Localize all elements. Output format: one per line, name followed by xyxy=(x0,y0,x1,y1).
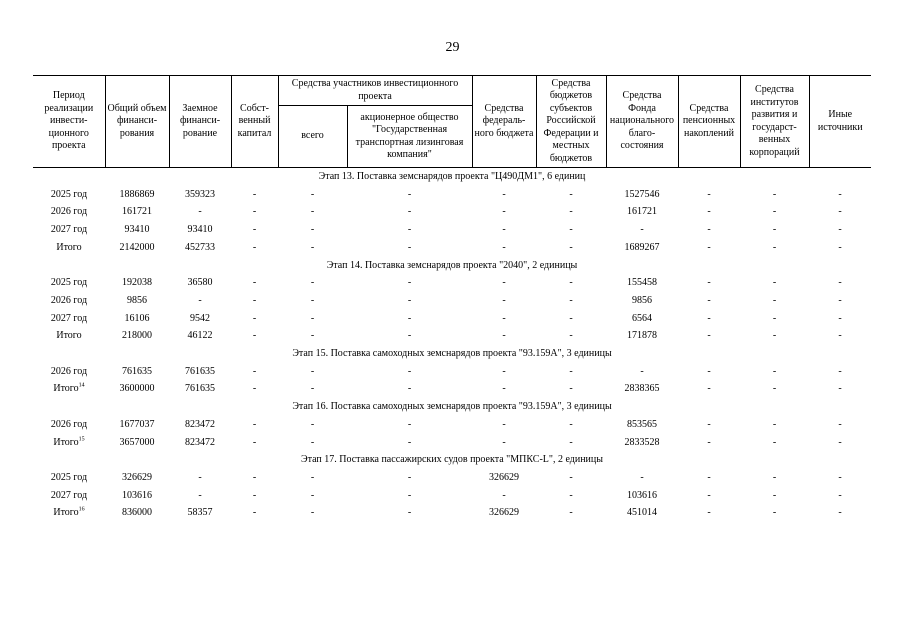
cell-period xyxy=(33,186,105,204)
cell-value: - xyxy=(838,277,842,289)
cell-value: - xyxy=(407,365,412,377)
header-participants-all: всего xyxy=(278,106,347,168)
table-row xyxy=(33,292,871,310)
cell-value: 1527546 xyxy=(624,188,660,200)
table-row xyxy=(33,434,871,452)
stage-title: Этап 15. Поставка самоходных земснарядов проекта "93.159А", 3 единицы xyxy=(292,348,612,360)
cell-value: - xyxy=(310,277,315,289)
cell-value: - xyxy=(838,507,842,519)
cell-value: - xyxy=(502,418,506,430)
period-label: Итого xyxy=(56,330,82,342)
header-pension: Средства пенсионных накоплений xyxy=(678,76,740,168)
cell-value: 161721 xyxy=(122,206,152,218)
cell-value: - xyxy=(252,471,257,483)
cell-value: - xyxy=(772,471,777,483)
cell-value: - xyxy=(502,436,506,448)
cell-value: - xyxy=(252,277,257,289)
header-other: Иные источники xyxy=(809,76,871,168)
cell-value: - xyxy=(772,489,777,501)
cell-value: - xyxy=(502,489,506,501)
cell-value: - xyxy=(569,241,573,253)
cell-value: - xyxy=(772,188,777,200)
cell-value: - xyxy=(838,436,842,448)
cell-value: - xyxy=(569,206,573,218)
cell-value: - xyxy=(569,277,573,289)
cell-value: 823472 xyxy=(185,418,215,430)
cell-value: - xyxy=(407,224,412,236)
cell-period xyxy=(33,221,105,239)
period-label: Итого xyxy=(53,507,79,519)
cell-value: - xyxy=(707,206,711,218)
cell-value: 2833528 xyxy=(624,436,660,448)
cell-value: 16106 xyxy=(124,312,150,324)
cell-value: - xyxy=(252,489,257,501)
cell-value: - xyxy=(569,489,573,501)
footnote-marker: 16 xyxy=(78,507,85,514)
cell-value: - xyxy=(310,507,315,519)
cell-value: - xyxy=(198,489,202,501)
cell-value: - xyxy=(407,489,412,501)
cell-value: - xyxy=(838,418,842,430)
cell-value: 46122 xyxy=(187,330,213,342)
cell-period xyxy=(33,239,105,257)
cell-period xyxy=(33,203,105,221)
cell-value: - xyxy=(707,330,711,342)
header-regional: Средства бюджетов субъектов Российской Федерации и местных бюджетов xyxy=(536,76,606,168)
cell-value: 192038 xyxy=(122,277,152,289)
cell-value: 103616 xyxy=(122,489,152,501)
table-row xyxy=(33,504,871,522)
cell-value: - xyxy=(640,365,644,377)
header-loan: Заемное финанси- рование xyxy=(169,76,231,168)
cell-value: - xyxy=(838,365,842,377)
cell-value: - xyxy=(838,330,842,342)
footnote-marker: 14 xyxy=(78,383,85,390)
cell-value: - xyxy=(407,277,412,289)
cell-value: - xyxy=(502,188,506,200)
cell-value: - xyxy=(502,241,506,253)
cell-period xyxy=(33,310,105,328)
cell-value: - xyxy=(707,241,711,253)
cell-value: - xyxy=(772,507,777,519)
stage-row xyxy=(33,257,871,275)
cell-value: - xyxy=(310,188,315,200)
cell-value: - xyxy=(502,365,506,377)
cell-value: 161721 xyxy=(627,206,657,218)
cell-value: - xyxy=(198,294,202,306)
period-label: 2026 год xyxy=(50,294,88,306)
period-label: 2027 год xyxy=(50,312,88,324)
footnote-marker: 15 xyxy=(78,436,85,443)
cell-period xyxy=(33,380,105,398)
cell-value: - xyxy=(310,224,315,236)
cell-value: - xyxy=(569,383,573,395)
table-row xyxy=(33,310,871,328)
cell-value: - xyxy=(707,383,711,395)
cell-value: 3657000 xyxy=(119,436,155,448)
table-row xyxy=(33,221,871,239)
stage-title: Этап 17. Поставка пассажирских судов проекта "МПКС-L", 2 единицы xyxy=(301,454,603,466)
cell-value: - xyxy=(252,206,257,218)
cell-period xyxy=(33,274,105,292)
cell-value: - xyxy=(707,224,711,236)
cell-value: - xyxy=(310,436,315,448)
cell-value: - xyxy=(838,383,842,395)
cell-value: - xyxy=(707,436,711,448)
stage-row xyxy=(33,398,871,416)
cell-value: - xyxy=(407,507,412,519)
cell-value: - xyxy=(772,277,777,289)
cell-period xyxy=(33,292,105,310)
cell-value: - xyxy=(707,507,711,519)
cell-value: 103616 xyxy=(627,489,657,501)
header-participants-gtlk: акционерное общество "Государственная транспортная лизинговая компания" xyxy=(347,106,472,168)
cell-value: - xyxy=(569,365,573,377)
period-label: Итого xyxy=(53,383,79,395)
header-dev-institutions: Средства институтов развития и государст- венных корпораций xyxy=(740,76,809,168)
cell-value: - xyxy=(838,489,842,501)
cell-value: - xyxy=(838,224,842,236)
cell-value: - xyxy=(407,383,412,395)
cell-value: - xyxy=(569,436,573,448)
cell-value: 36580 xyxy=(187,277,213,289)
cell-value: - xyxy=(310,206,315,218)
cell-value: - xyxy=(502,312,506,324)
table-row xyxy=(33,203,871,221)
stage-title: Этап 16. Поставка самоходных земснарядов проекта "93.159А", 3 единицы xyxy=(292,401,612,413)
cell-value: - xyxy=(569,507,573,519)
stage-row xyxy=(33,345,871,363)
cell-value: - xyxy=(310,294,315,306)
cell-value: 1689267 xyxy=(624,241,660,253)
cell-value: - xyxy=(252,224,257,236)
cell-value: - xyxy=(640,471,644,483)
table-row xyxy=(33,487,871,505)
cell-value: - xyxy=(252,418,257,430)
header-nwf: Средства Фонда национального благо- состояния xyxy=(606,76,678,168)
cell-value: - xyxy=(707,365,711,377)
cell-value: - xyxy=(502,206,506,218)
period-label: 2025 год xyxy=(50,277,88,289)
cell-period xyxy=(33,327,105,345)
cell-value: - xyxy=(252,294,257,306)
stage-title: Этап 13. Поставка земснарядов проекта "Ц490ДМ1", 6 единиц xyxy=(33,168,871,186)
table-row xyxy=(33,416,871,434)
cell-value: - xyxy=(252,330,257,342)
cell-value: - xyxy=(772,330,777,342)
cell-value: - xyxy=(502,224,506,236)
stage-row xyxy=(33,168,871,186)
cell-value: - xyxy=(569,312,573,324)
cell-value: 359323 xyxy=(185,188,215,200)
cell-value: 58357 xyxy=(187,507,213,519)
cell-value: - xyxy=(569,224,573,236)
cell-value: 761635 xyxy=(122,365,152,377)
period-label: 2027 год xyxy=(50,489,88,501)
cell-value: 326629 xyxy=(489,507,519,519)
header-participants: Средства участников инвестиционного проекта xyxy=(278,76,472,106)
cell-value: - xyxy=(252,188,257,200)
cell-value: 3600000 xyxy=(119,383,155,395)
period-label: 2026 год xyxy=(50,418,88,430)
cell-value: 853565 xyxy=(627,418,657,430)
cell-value: 452733 xyxy=(185,241,215,253)
period-label: 2026 год xyxy=(50,365,88,377)
cell-value: - xyxy=(502,277,506,289)
cell-value: - xyxy=(407,471,412,483)
financing-table xyxy=(33,75,871,522)
cell-value: - xyxy=(407,418,412,430)
cell-value: - xyxy=(252,241,257,253)
cell-value: - xyxy=(707,418,711,430)
header-period: Период реализации инвести- ционного проекта xyxy=(33,76,105,168)
cell-value: - xyxy=(407,294,412,306)
cell-value: 1886869 xyxy=(119,188,155,200)
period-label: Итого xyxy=(56,241,82,253)
cell-value: 326629 xyxy=(489,471,519,483)
cell-value: - xyxy=(707,489,711,501)
cell-value: - xyxy=(772,294,777,306)
cell-value: - xyxy=(772,241,777,253)
cell-value: 1677037 xyxy=(119,418,155,430)
cell-value: - xyxy=(772,383,777,395)
cell-value: - xyxy=(569,471,573,483)
table-row xyxy=(33,327,871,345)
cell-value: - xyxy=(838,188,842,200)
cell-value: 93410 xyxy=(187,224,213,236)
cell-value: - xyxy=(252,312,257,324)
cell-period xyxy=(33,416,105,434)
cell-value: - xyxy=(772,312,777,324)
cell-value: - xyxy=(569,418,573,430)
cell-value: - xyxy=(772,206,777,218)
cell-value: - xyxy=(252,507,257,519)
cell-value: - xyxy=(707,188,711,200)
cell-value: - xyxy=(310,312,315,324)
cell-value: 451014 xyxy=(627,507,657,519)
header-federal: Средства федераль- ного бюджета xyxy=(472,76,536,168)
table-row xyxy=(33,380,871,398)
cell-value: - xyxy=(838,294,842,306)
cell-value: - xyxy=(772,418,777,430)
cell-value: - xyxy=(310,418,315,430)
cell-value: - xyxy=(252,383,257,395)
cell-value: - xyxy=(252,436,257,448)
cell-value: - xyxy=(310,365,315,377)
cell-value: - xyxy=(310,471,315,483)
cell-value: 9542 xyxy=(190,312,210,324)
cell-value: - xyxy=(407,330,412,342)
cell-value: - xyxy=(310,383,315,395)
cell-value: - xyxy=(838,206,842,218)
cell-value: - xyxy=(407,188,412,200)
cell-value: - xyxy=(198,206,202,218)
table-row xyxy=(33,239,871,257)
cell-period xyxy=(33,469,105,487)
cell-value: 93410 xyxy=(124,224,150,236)
cell-value: 9856 xyxy=(632,294,652,306)
page-number: 29 xyxy=(445,40,460,55)
cell-value: - xyxy=(252,365,257,377)
cell-value: - xyxy=(707,277,711,289)
cell-value: - xyxy=(772,224,777,236)
cell-value: 836000 xyxy=(122,507,152,519)
cell-value: - xyxy=(502,330,506,342)
stage-title: Этап 14. Поставка земснарядов проекта "2040", 2 единицы xyxy=(326,259,578,271)
cell-value: - xyxy=(502,383,506,395)
cell-value: - xyxy=(198,471,202,483)
cell-value: - xyxy=(838,241,842,253)
cell-value: - xyxy=(569,294,573,306)
table-row xyxy=(33,363,871,381)
period-label: 2025 год xyxy=(50,471,88,483)
cell-value: - xyxy=(838,471,842,483)
cell-value: - xyxy=(407,436,412,448)
cell-period xyxy=(33,363,105,381)
cell-value: 218000 xyxy=(122,330,152,342)
cell-value: - xyxy=(310,330,315,342)
cell-value: - xyxy=(310,241,315,253)
cell-value: - xyxy=(407,241,412,253)
cell-value: - xyxy=(772,436,777,448)
cell-value: - xyxy=(569,330,573,342)
period-label: 2025 год xyxy=(50,188,88,200)
cell-value: 6564 xyxy=(632,312,652,324)
cell-value: 155458 xyxy=(627,277,657,289)
cell-value: - xyxy=(407,312,412,324)
cell-value: - xyxy=(707,471,711,483)
stage-row xyxy=(33,451,871,469)
table-row xyxy=(33,186,871,204)
cell-value: 2838365 xyxy=(624,383,660,395)
table-row xyxy=(33,274,871,292)
cell-value: 823472 xyxy=(185,436,215,448)
table-row xyxy=(33,469,871,487)
cell-value: 761635 xyxy=(185,365,215,377)
cell-value: 326629 xyxy=(122,471,152,483)
cell-value: - xyxy=(407,206,412,218)
period-label: Итого xyxy=(53,436,79,448)
table-header xyxy=(33,76,871,168)
table-body xyxy=(33,168,871,523)
cell-period xyxy=(33,487,105,505)
cell-value: 9856 xyxy=(127,294,147,306)
cell-value: - xyxy=(707,294,711,306)
cell-value: - xyxy=(640,224,644,236)
cell-value: - xyxy=(838,312,842,324)
period-label: 2027 год xyxy=(50,224,88,236)
cell-value: 761635 xyxy=(185,383,215,395)
cell-value: - xyxy=(772,365,777,377)
cell-value: 171878 xyxy=(627,330,657,342)
period-label: 2026 год xyxy=(50,206,88,218)
cell-value: - xyxy=(569,188,573,200)
header-total: Общий объем финанси- рования xyxy=(105,76,169,168)
cell-value: 2142000 xyxy=(119,241,155,253)
cell-value: - xyxy=(502,294,506,306)
header-own-capital: Собст- венный капитал xyxy=(231,76,278,168)
cell-value: - xyxy=(707,312,711,324)
cell-period xyxy=(33,504,105,522)
cell-period xyxy=(33,434,105,452)
cell-value: - xyxy=(310,489,315,501)
